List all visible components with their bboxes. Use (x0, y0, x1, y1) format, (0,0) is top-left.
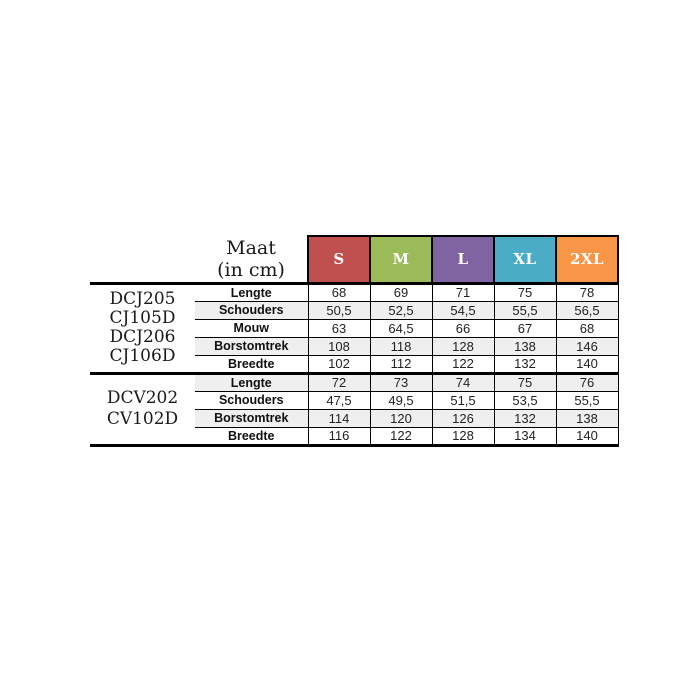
measure-value: 122 (370, 427, 432, 445)
measure-value: 66 (432, 319, 494, 337)
measure-value: 146 (556, 337, 618, 355)
measure-value: 55,5 (556, 391, 618, 409)
size-table-body (90, 283, 618, 445)
product-code: CV102D (106, 409, 179, 429)
measure-value: 68 (556, 319, 618, 337)
measure-value: 73 (370, 373, 432, 391)
measure-label: Breedte (195, 427, 308, 445)
measure-value: 67 (494, 319, 556, 337)
measure-label: Lengte (195, 283, 308, 301)
measure-value: 132 (494, 355, 556, 373)
measure-value: 49,5 (370, 391, 432, 409)
empty-corner-cell (90, 236, 195, 283)
product-codes-group-1 (90, 283, 195, 373)
size-header-row (90, 236, 618, 283)
measure-value: 64,5 (370, 319, 432, 337)
measure-value: 71 (432, 283, 494, 301)
product-code: CJ106D (109, 346, 176, 366)
measure-value: 75 (494, 283, 556, 301)
measure-value: 138 (556, 409, 618, 427)
measure-value: 134 (494, 427, 556, 445)
size-column-header-m: M (370, 236, 432, 283)
measure-value: 118 (370, 337, 432, 355)
size-column-header-2xl: 2XL (556, 236, 618, 283)
measure-value: 112 (370, 355, 432, 373)
maat-unit: (in cm) (217, 258, 285, 281)
measure-label: Borstomtrek (195, 337, 308, 355)
measure-value: 53,5 (494, 391, 556, 409)
measure-value: 50,5 (308, 301, 370, 319)
measure-value: 114 (308, 409, 370, 427)
measure-label: Breedte (195, 355, 308, 373)
measure-value: 78 (556, 283, 618, 301)
product-code: DCJ205 (109, 289, 176, 309)
measure-value: 47,5 (308, 391, 370, 409)
product-code: CJ105D (109, 308, 176, 328)
maat-header-cell (195, 236, 308, 283)
measure-value: 122 (432, 355, 494, 373)
measure-value: 128 (432, 427, 494, 445)
measure-value: 51,5 (432, 391, 494, 409)
measure-value: 75 (494, 373, 556, 391)
measure-value: 54,5 (432, 301, 494, 319)
size-column-header-l: L (432, 236, 494, 283)
measure-value: 102 (308, 355, 370, 373)
maat-title: Maat (226, 236, 276, 259)
measure-label: Schouders (195, 301, 308, 319)
measure-label: Mouw (195, 319, 308, 337)
measure-value: 55,5 (494, 301, 556, 319)
measure-value: 138 (494, 337, 556, 355)
measure-value: 63 (308, 319, 370, 337)
measure-value: 132 (494, 409, 556, 427)
measure-value: 74 (432, 373, 494, 391)
measure-value: 52,5 (370, 301, 432, 319)
measure-value: 76 (556, 373, 618, 391)
product-code: DCV202 (106, 388, 179, 408)
product-code: DCJ206 (109, 327, 176, 347)
size-column-header-xl: XL (494, 236, 556, 283)
measure-value: 69 (370, 283, 432, 301)
measure-value: 116 (308, 427, 370, 445)
measure-label: Borstomtrek (195, 409, 308, 427)
size-chart-table (90, 235, 619, 447)
table-row (90, 373, 618, 391)
table-row (90, 283, 618, 301)
measure-value: 56,5 (556, 301, 618, 319)
measure-value: 140 (556, 355, 618, 373)
measure-value: 140 (556, 427, 618, 445)
measure-value: 126 (432, 409, 494, 427)
measure-value: 128 (432, 337, 494, 355)
measure-value: 68 (308, 283, 370, 301)
measure-value: 72 (308, 373, 370, 391)
measure-value: 108 (308, 337, 370, 355)
measure-label: Schouders (195, 391, 308, 409)
product-codes-group-2 (90, 373, 195, 445)
measure-value: 120 (370, 409, 432, 427)
measure-label: Lengte (195, 373, 308, 391)
size-column-header-s: S (308, 236, 370, 283)
